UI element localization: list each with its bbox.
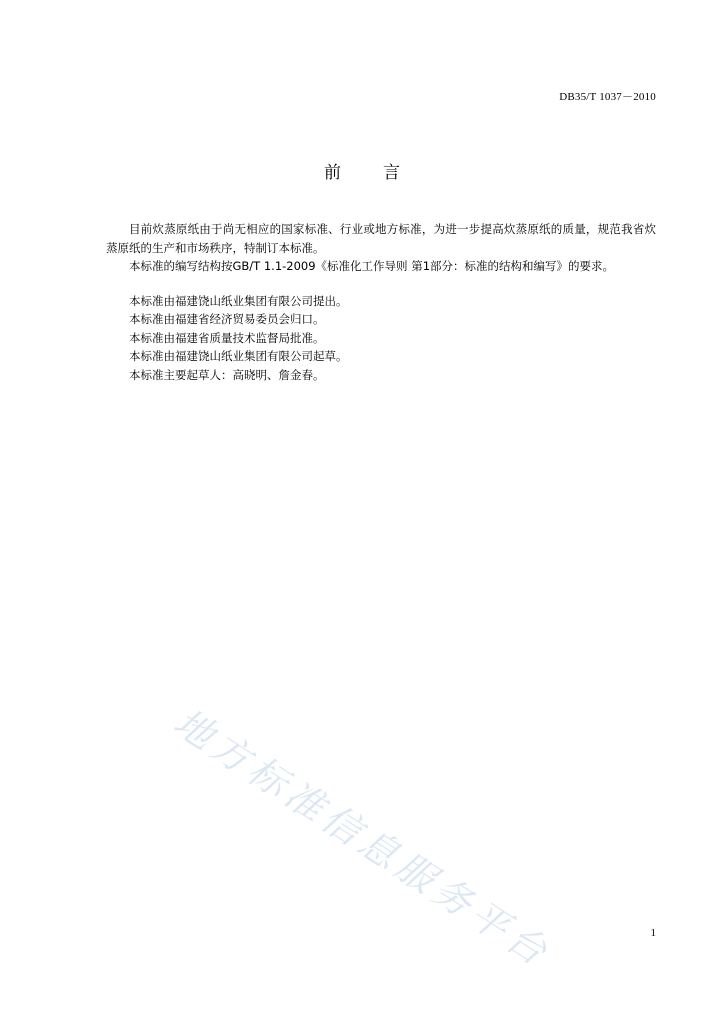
standard-code: DB35/T 1037－2010: [559, 91, 656, 103]
statement-drafter: 本标准由福建饶山纸业集团有限公司起草。: [129, 349, 348, 363]
foreword-body: [106, 220, 656, 384]
watermark-text: 地方标准信息服务平台: [166, 699, 560, 977]
page-title: 前言: [324, 163, 442, 183]
page-number: 1: [650, 927, 656, 939]
statement-proposer: 本标准由福建饶山纸业集团有限公司提出。: [129, 293, 348, 308]
paragraph-spacer: [106, 276, 656, 292]
foreword-paragraph-1: 目前炊蒸原纸由于尚无相应的国家标准、行业或地方标准，为进一步提高炊蒸原纸的质量，规范我省炊蒸原纸的生产和市场秩序，特制订本标准。: [106, 222, 656, 255]
foreword-paragraph-2: 本标准的编写结构按GB/T 1.1-2009《标准化工作导则 第1部分：标准的结构和编写》的要求。: [129, 259, 615, 273]
statement-approver: 本标准由福建省质量技术监督局批准。: [129, 330, 325, 345]
statement-main-drafters: 本标准主要起草人：高晓明、詹金春。: [129, 367, 325, 382]
statement-administrator: 本标准由福建省经济贸易委员会归口。: [129, 312, 325, 326]
